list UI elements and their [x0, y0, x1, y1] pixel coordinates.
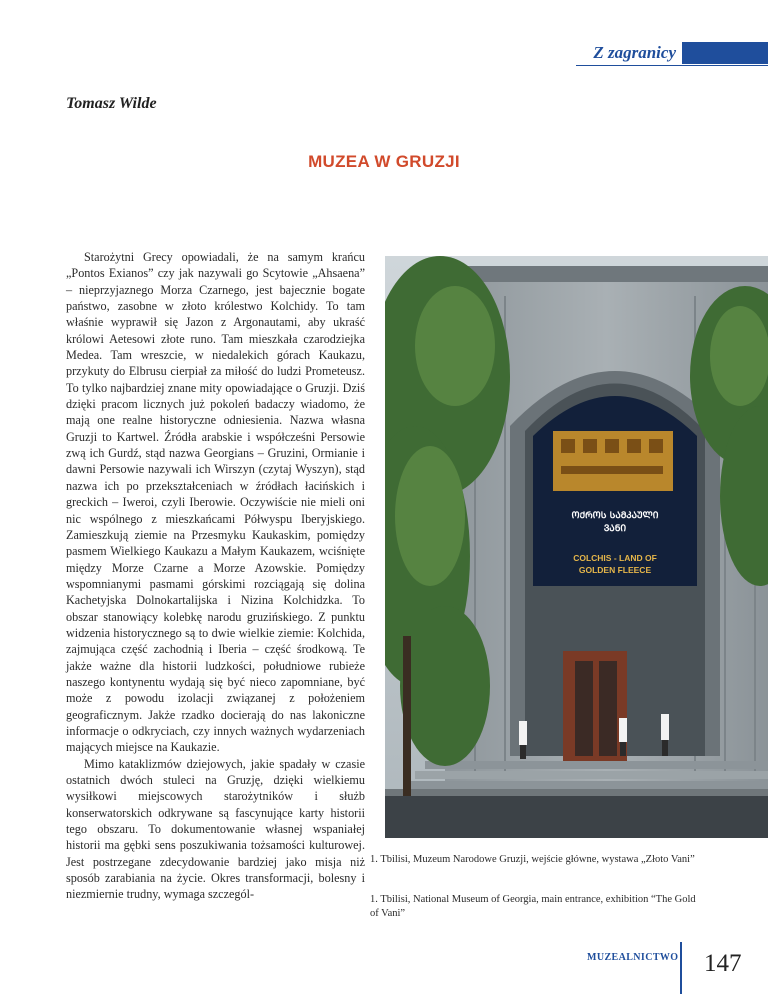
caption-polish	[370, 853, 700, 867]
paragraph: Starożytni Grecy opowiadali, że na samym krańcu „Pontos Exianos” czy jak nazywali go Scytowie „Ahsaena” – nieprzyjaznego Morza Czarnego, jest bajecznie bogate państwo, zasobne w złoto królestwo Kolchidy. To tam właśnie wyprawił się Jazon z Argonautami, aby ukraść królowi Aetesowi złote runo. Tam mieszkała czarodziejka Medea. Tam wreszcie, w niedalekich górach Kaukazu, przykuty do Elbrusu cierpiał za miłość do ludzi Prometeusz. To tylko najbardziej znane mity opowiadające o Gruzji. Dziś dzięki pracom licznych już pokoleń badaczy wiadomo, że mają one realne historyczne odniesienia. Nazwa własna Gruzji to Kartwel. Źródła arabskie i współcześni Persowie zwą ich Gurdź, stąd nazwa Georgians – Gruzini, Ormianie i dawni Persowie nazywali ich Wirszyn (czytaj Wyszyn), stąd nazwa ich po przekształceniach w źródłach łacińskich i greckich – Iweroi, czyli Iberowie. Oczywiście nie mieli oni nic wspólnego z mieszkańcami Półwyspu Iberyjskiego. Zamieszkują ziemie na Przesmyku Kaukaskim, pomiędzy pasmem Wielkiego Kaukazu a Małym Kaukazem, wciśnięte między Morze Czarne a Morze Azowskie. Pomiędzy wspomnianymi pasmami górskimi rozciągają się dolina Kachetyjska Dolnokartalijska i Nizina Kolchidzka. To obszar stanowiący kolebkę narodu gruzińskiego. Z punktu widzenia historycznego są to dwie wielkie ziemie: Kolchida, zajmująca część zachodnią i Iberia – część środkową. Te jakże ważne dla historii ludzkości, południowe rubieże naszego kontynentu wydają się być nieco zapomniane, być może z powodu izolacji związanej z położeniem geograficznym. Jakże rzadko docierają do nas lakoniczne informacje o odkryciach, czy innych ważnych wydarzeniach mających miejsce na Kaukazie.	[66, 250, 365, 755]
section-rule	[576, 65, 768, 66]
article-body	[66, 249, 365, 903]
caption-english	[370, 893, 700, 921]
page-number: 147	[704, 950, 742, 977]
footer-divider	[680, 942, 682, 994]
caption-text: Tbilisi, Muzeum Narodowe Gruzji, wejście główne, wystawa „Złoto Vani”	[380, 854, 695, 865]
article-title: MUZEA W GRUZJI	[308, 152, 460, 171]
footer-brand: MUZEALNICTWO	[587, 952, 679, 963]
section-tag	[578, 42, 768, 64]
caption-number: 1.	[370, 854, 378, 865]
banner-line-4: GOLDEN FLEECE	[578, 565, 652, 575]
caption-number: 1.	[370, 894, 378, 905]
paragraph: Mimo kataklizmów dziejowych, jakie spadały w czasie ostatnich dwóch stuleci na Gruzję, dzięki wielkiemu wysiłkowi miejscowych starożytników i służb konserwatorskich odkrywane są fascynujące karty historii tego obszaru. To dokumentowanie własnej wspaniałej historii ma gębki sens poszukiwania tożsamości kulturowej. Jest postrzegane zdecydowanie bardziej jako misja niż sposób zarabiania na życie. Okres transformacji, bolesny i niezmiernie trudny, wymaga szczegól-	[66, 756, 365, 902]
banner-line-3: COLCHIS - LAND OF	[573, 553, 657, 563]
banner-line-2: ᲕᲐᲜᲘ	[603, 524, 627, 534]
banner-line-1: ᲝᲥᲠᲝᲡ ᲡᲐᲛᲙᲐᲣᲚᲘ	[571, 511, 659, 521]
section-label: Z zagranicy	[593, 43, 676, 62]
section-color-bar	[682, 42, 768, 64]
museum-entrance-photo	[385, 256, 768, 838]
author-name: Tomasz Wilde	[66, 95, 157, 112]
caption-text: Tbilisi, National Museum of Georgia, main entrance, exhibition “The Gold of Vani”	[370, 894, 696, 919]
